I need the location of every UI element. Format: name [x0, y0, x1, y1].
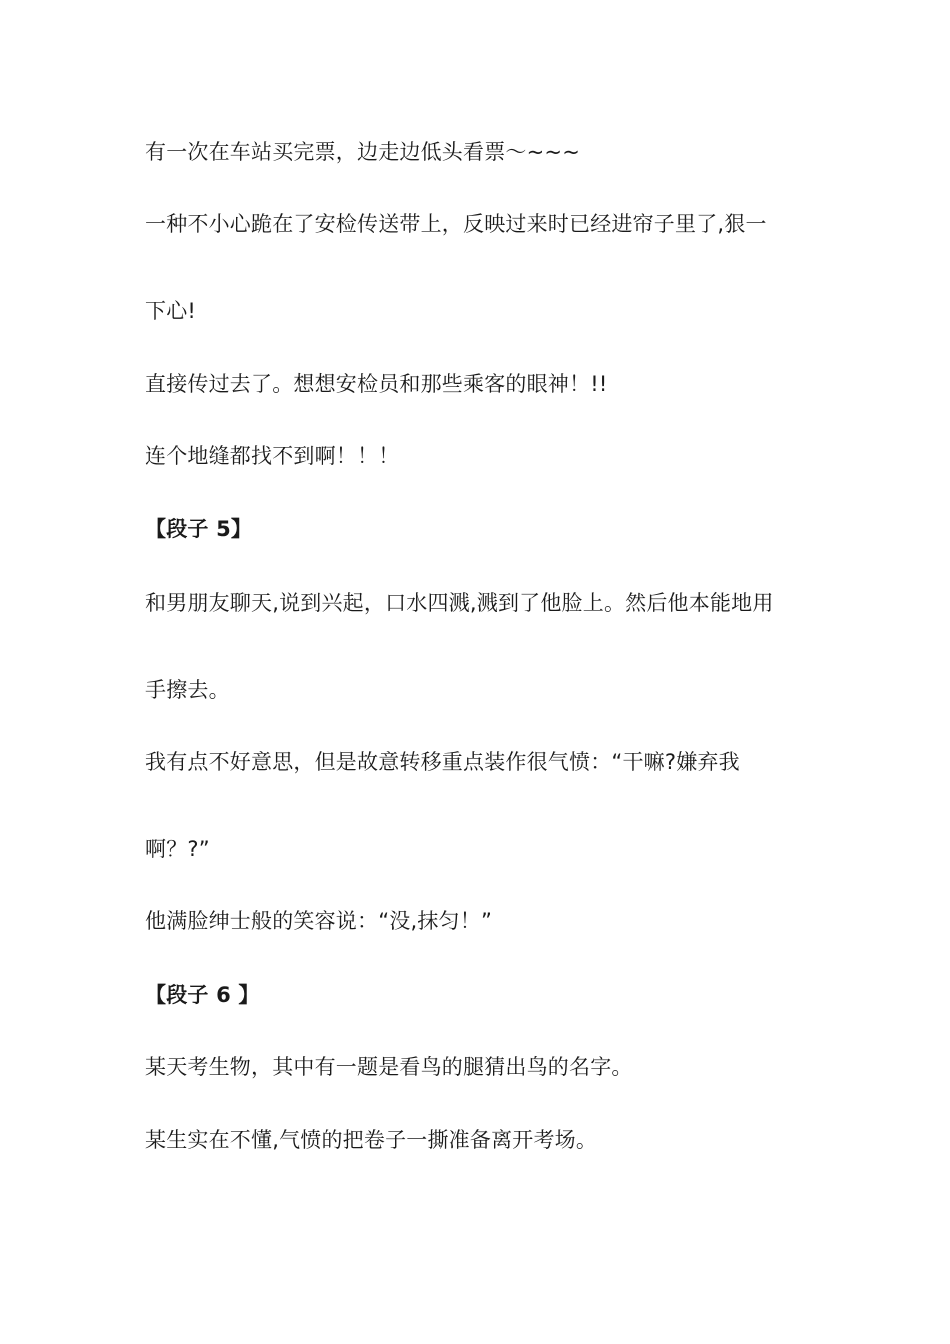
text-line: 一种不小心跪在了安检传送带上，反映过来时已经进帘子里了,狠一 [145, 212, 767, 236]
section-heading: 【段子 5】 [145, 517, 253, 541]
text-line: 下心! [145, 299, 197, 323]
text-line: 直接传过去了。想想安检员和那些乘客的眼神！!! [145, 372, 608, 396]
text-line: 某天考生物，其中有一题是看鸟的腿猜出鸟的名字。 [145, 1055, 633, 1079]
text-line: 某生实在不懂,气愤的把卷子一撕准备离开考场。 [145, 1128, 598, 1152]
text-line: 有一次在车站买完票，边走边低头看票～~~~ [145, 140, 580, 164]
text-line: 啊？?” [145, 837, 210, 861]
text-line: 连个地缝都找不到啊！！！ [145, 444, 400, 468]
text-line: 和男朋友聊天,说到兴起，口水四溅,溅到了他脸上。然后他本能地用 [145, 591, 774, 615]
text-line: 手擦去。 [145, 678, 230, 702]
text-line: 我有点不好意思，但是故意转移重点装作很气愤：“干嘛?嫌弃我 [145, 750, 740, 774]
section-heading: 【段子 6 】 [145, 983, 260, 1007]
text-line: 他满脸绅士般的笑容说：“没,抹匀！” [145, 909, 493, 933]
